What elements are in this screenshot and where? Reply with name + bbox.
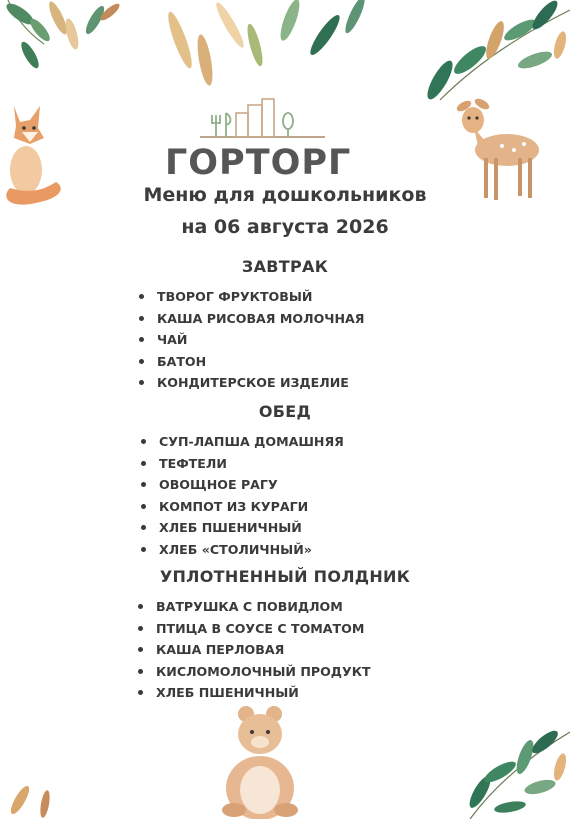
lunch-list — [141, 431, 344, 560]
list-item: ТЕФТЕЛИ — [141, 453, 344, 475]
list-item: ЧАЙ — [139, 329, 364, 351]
section-title-breakfast: ЗАВТРАК — [241, 257, 329, 276]
leaves-top-left-icon — [0, 0, 130, 90]
snack-list — [138, 596, 371, 704]
list-item: КОМПОТ ИЗ КУРАГИ — [141, 496, 344, 518]
brand-wordmark: ГОРТОРГ — [165, 143, 352, 183]
list-item: ХЛЕБ ПШЕНИЧНЫЙ — [141, 517, 344, 539]
list-item: ВАТРУШКА С ПОВИДЛОМ — [138, 596, 371, 618]
list-item: СУП-ЛАПША ДОМАШНЯЯ — [141, 431, 344, 453]
leaves-top-center-icon — [150, 0, 380, 110]
breakfast-list — [139, 286, 364, 394]
bear-illustration-icon — [212, 700, 308, 819]
menu-title: Меню для дошкольников — [143, 184, 427, 206]
section-title-lunch: ОБЕД — [258, 402, 312, 421]
list-item: ХЛЕБ «СТОЛИЧНЫЙ» — [141, 539, 344, 561]
list-item: КАША РИСОВАЯ МОЛОЧНАЯ — [139, 308, 364, 330]
list-item: БАТОН — [139, 351, 364, 373]
list-item: КАША ПЕРЛОВАЯ — [138, 639, 371, 661]
leaves-top-right-icon — [400, 0, 570, 110]
leaves-bottom-right-icon — [450, 712, 570, 819]
list-item: ПТИЦА В СОУСЕ С ТОМАТОМ — [138, 618, 371, 640]
list-item: КОНДИТЕРСКОЕ ИЗДЕЛИЕ — [139, 372, 364, 394]
logo-skyline-icon — [200, 95, 325, 145]
leaves-bottom-left-icon — [0, 770, 70, 819]
list-item: ОВОЩНОЕ РАГУ — [141, 474, 344, 496]
brand-logo — [165, 95, 355, 185]
section-title-snack: УПЛОТНЕННЫЙ ПОЛДНИК — [159, 567, 411, 586]
list-item: ТВОРОГ ФРУКТОВЫЙ — [139, 286, 364, 308]
list-item: КИСЛОМОЛОЧНЫЙ ПРОДУКТ — [138, 661, 371, 683]
list-item: ХЛЕБ ПШЕНИЧНЫЙ — [138, 682, 371, 704]
menu-date: на 06 августа 2026 — [181, 216, 389, 238]
